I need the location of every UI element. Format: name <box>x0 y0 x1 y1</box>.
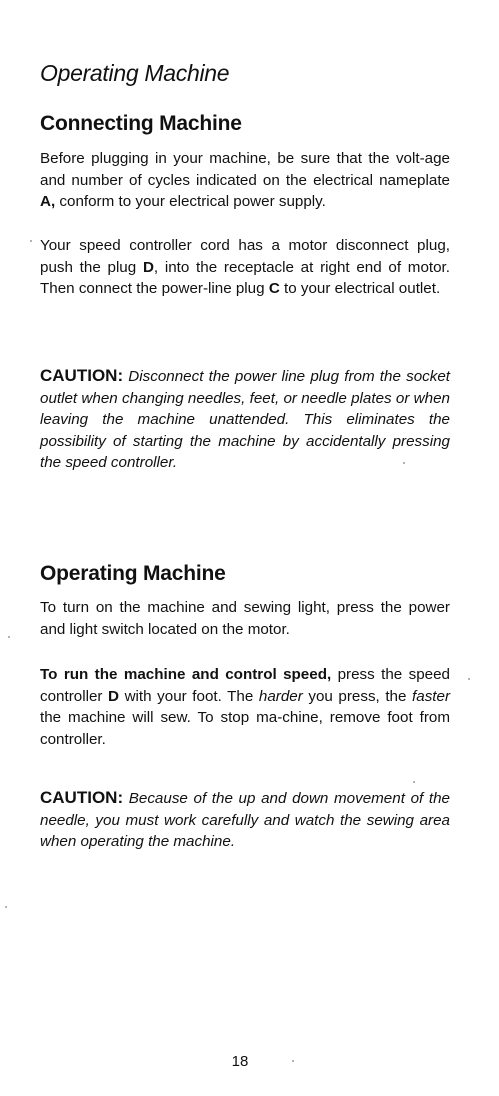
operating-paragraph-2-c: you press, the <box>302 687 413 705</box>
connecting-machine-heading: Connecting Machine <box>40 112 242 135</box>
operating-caution <box>40 787 450 853</box>
connecting-paragraph-1-text: Before plugging in your machine, be sure that the volt-age and number of cycles indicated on the electrical nameplate <box>40 150 450 189</box>
section-title: Operating Machine <box>40 60 230 86</box>
operating-paragraph-2-a: press the speed controller <box>40 666 450 705</box>
scan-speck <box>30 240 32 242</box>
connecting-paragraph-1 <box>40 148 450 213</box>
connecting-caution <box>40 365 450 474</box>
caution-label: CAUTION: <box>40 366 124 385</box>
operating-paragraph-1: To turn on the machine and sewing light, press the power and light switch located on the motor. <box>40 599 450 638</box>
scan-speck <box>292 1060 294 1062</box>
plug-label-c: C <box>268 280 280 297</box>
operating-paragraph-2-b: with your foot. The <box>119 687 259 705</box>
operating-paragraph-2 <box>40 664 450 750</box>
page-number: 18 <box>231 1053 249 1070</box>
connecting-paragraph-2 <box>40 235 450 300</box>
operating-machine-heading: Operating Machine <box>40 562 226 585</box>
operating-paragraph-2-end: the machine will sew. To stop ma-chine, remove foot from controller. <box>40 709 450 748</box>
connecting-paragraph-2-start: Your speed controller cord has a motor disconnect plug, push the plug <box>40 237 450 276</box>
scan-speck <box>403 462 405 464</box>
controller-label-d: D <box>108 687 120 705</box>
faster-word: faster <box>412 687 451 705</box>
connecting-paragraph-2-mid: , into the receptacle at right end of motor. Then connect the power-line plug <box>40 258 450 297</box>
harder-word: harder <box>258 687 303 705</box>
connecting-paragraph-1-end: conform to your electrical power supply. <box>55 193 326 210</box>
nameplate-label-a: A, <box>40 193 56 210</box>
plug-label-d: D <box>142 258 154 276</box>
connecting-paragraph-2-end: to your electrical outlet. <box>279 280 441 297</box>
run-machine-lead: To run the machine and control speed, <box>40 666 332 683</box>
scan-speck <box>8 636 10 638</box>
scan-speck <box>468 678 470 680</box>
operating-caution-text: Because of the up and down movement of the needle, you must work carefully and watch the sewing area when operating the machine. <box>40 790 450 850</box>
scan-speck <box>413 781 415 783</box>
scan-speck <box>5 906 7 908</box>
caution-label: CAUTION: <box>40 788 124 807</box>
connecting-caution-text: Disconnect the power line plug from the socket outlet when changing needles, feet, or needle plates or when leaving the machine unattended. This eliminates the possibility of starting the machine by accidentally pressing the speed controller. <box>40 368 450 471</box>
